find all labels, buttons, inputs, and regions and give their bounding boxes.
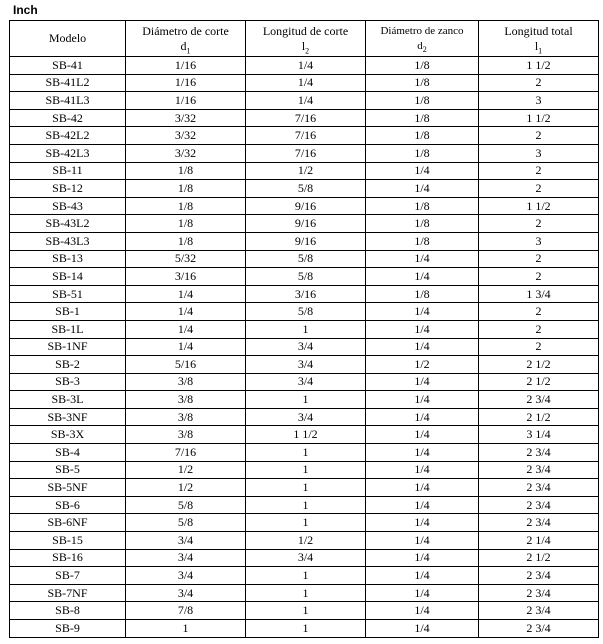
cell-cutting-diameter: 3/8: [126, 373, 246, 391]
header-symbol: $d_1$: [180, 38, 191, 55]
cell-cutting-length: 1: [246, 320, 366, 338]
cell-total-length: 2 3/4: [479, 461, 599, 479]
cell-cutting-length: 1: [246, 602, 366, 620]
cell-shank-diameter: 1/4: [366, 549, 479, 567]
cell-cutting-length: 3/4: [246, 549, 366, 567]
cell-total-length: 2: [479, 320, 599, 338]
cell-modelo: SB-41L3: [10, 92, 126, 110]
cell-shank-diameter: 1/4: [366, 250, 479, 268]
cell-cutting-diameter: 1/16: [126, 57, 246, 75]
cell-total-length: 2 1/4: [479, 532, 599, 550]
cell-shank-diameter: 1/4: [366, 514, 479, 532]
cell-cutting-diameter: 1/2: [126, 461, 246, 479]
table-row: [10, 356, 599, 374]
cell-total-length: 2: [479, 180, 599, 198]
cell-cutting-diameter: 3/4: [126, 549, 246, 567]
header-title: Longitud de corte: [262, 23, 349, 38]
header-symbol: $l_2$: [301, 38, 310, 55]
cell-modelo: SB-43L3: [10, 232, 126, 250]
header-symbol: $l_1$: [534, 38, 543, 55]
cell-cutting-length: 1: [246, 620, 366, 638]
cell-shank-diameter: 1/4: [366, 338, 479, 356]
header-title: Modelo: [48, 31, 87, 45]
cell-shank-diameter: 1/8: [366, 232, 479, 250]
cell-total-length: 2: [479, 250, 599, 268]
cell-cutting-diameter: 7/16: [126, 444, 246, 462]
cell-modelo: SB-43L2: [10, 215, 126, 233]
cell-shank-diameter: 1/8: [366, 127, 479, 145]
cell-cutting-length: 1: [246, 479, 366, 497]
cell-modelo: SB-5NF: [10, 479, 126, 497]
header-modelo: [10, 21, 126, 57]
cell-shank-diameter: 1/8: [366, 57, 479, 75]
cell-modelo: SB-41: [10, 57, 126, 75]
cell-cutting-length: 5/8: [246, 268, 366, 286]
cell-cutting-length: 1: [246, 444, 366, 462]
table-header-row: [10, 21, 599, 57]
cell-modelo: SB-14: [10, 268, 126, 286]
cell-total-length: 3: [479, 232, 599, 250]
table-row: [10, 303, 599, 321]
cell-shank-diameter: 1/8: [366, 109, 479, 127]
table-row: [10, 408, 599, 426]
cell-cutting-length: 1: [246, 496, 366, 514]
cell-cutting-diameter: 1/16: [126, 92, 246, 110]
cell-total-length: 2: [479, 162, 599, 180]
cell-cutting-length: 9/16: [246, 197, 366, 215]
table-row: [10, 532, 599, 550]
cell-shank-diameter: 1/4: [366, 461, 479, 479]
cell-cutting-diameter: 1/4: [126, 338, 246, 356]
cell-cutting-diameter: 1/4: [126, 303, 246, 321]
cell-cutting-length: 7/16: [246, 144, 366, 162]
cell-total-length: 1 1/2: [479, 109, 599, 127]
cell-total-length: 3: [479, 92, 599, 110]
table-row: [10, 496, 599, 514]
cell-cutting-diameter: 5/8: [126, 496, 246, 514]
table-row: [10, 127, 599, 145]
cell-modelo: SB-7NF: [10, 584, 126, 602]
cell-modelo: SB-12: [10, 180, 126, 198]
cell-modelo: SB-1NF: [10, 338, 126, 356]
cell-cutting-diameter: 1: [126, 620, 246, 638]
cell-total-length: 2 3/4: [479, 620, 599, 638]
cell-modelo: SB-13: [10, 250, 126, 268]
cell-cutting-diameter: 5/16: [126, 356, 246, 374]
cell-total-length: 2 3/4: [479, 479, 599, 497]
cell-modelo: SB-51: [10, 285, 126, 303]
cell-cutting-diameter: 1/4: [126, 285, 246, 303]
cell-cutting-diameter: 5/8: [126, 514, 246, 532]
cell-cutting-length: 3/16: [246, 285, 366, 303]
cell-total-length: 1 1/2: [479, 57, 599, 75]
table-row: [10, 144, 599, 162]
cell-total-length: 3 1/4: [479, 426, 599, 444]
cell-shank-diameter: 1/4: [366, 567, 479, 585]
cell-total-length: 2 1/2: [479, 373, 599, 391]
cell-cutting-diameter: 3/4: [126, 584, 246, 602]
cell-cutting-length: 1: [246, 584, 366, 602]
table-row: [10, 285, 599, 303]
cell-cutting-diameter: 7/8: [126, 602, 246, 620]
table-row: [10, 268, 599, 286]
table-row: [10, 444, 599, 462]
cell-shank-diameter: 1/8: [366, 92, 479, 110]
cell-cutting-length: 1/2: [246, 532, 366, 550]
cell-cutting-length: 1/4: [246, 92, 366, 110]
cell-cutting-diameter: 3/32: [126, 144, 246, 162]
cell-shank-diameter: 1/2: [366, 356, 479, 374]
cell-modelo: SB-11: [10, 162, 126, 180]
cell-shank-diameter: 1/4: [366, 479, 479, 497]
table-row: [10, 602, 599, 620]
cell-cutting-length: 9/16: [246, 232, 366, 250]
cell-total-length: 2 3/4: [479, 391, 599, 409]
cell-shank-diameter: 1/8: [366, 144, 479, 162]
cell-shank-diameter: 1/4: [366, 408, 479, 426]
cell-cutting-length: 3/4: [246, 338, 366, 356]
cell-cutting-diameter: 3/32: [126, 127, 246, 145]
cell-shank-diameter: 1/8: [366, 197, 479, 215]
cell-total-length: 2: [479, 127, 599, 145]
cell-modelo: SB-3: [10, 373, 126, 391]
cell-shank-diameter: 1/4: [366, 391, 479, 409]
cell-shank-diameter: 1/4: [366, 180, 479, 198]
cell-shank-diameter: 1/4: [366, 162, 479, 180]
cell-modelo: SB-3NF: [10, 408, 126, 426]
cell-cutting-length: 1: [246, 391, 366, 409]
table-row: [10, 461, 599, 479]
cell-total-length: 2 1/2: [479, 549, 599, 567]
table-row: [10, 584, 599, 602]
table-row: [10, 57, 599, 75]
cell-cutting-diameter: 3/4: [126, 532, 246, 550]
cell-cutting-diameter: 1/2: [126, 479, 246, 497]
table-row: [10, 74, 599, 92]
table-row: [10, 162, 599, 180]
cell-cutting-length: 1: [246, 514, 366, 532]
cell-modelo: SB-42L3: [10, 144, 126, 162]
cell-total-length: 1 1/2: [479, 197, 599, 215]
cell-shank-diameter: 1/4: [366, 602, 479, 620]
table-body: [10, 57, 599, 638]
table-row: [10, 426, 599, 444]
cell-shank-diameter: 1/8: [366, 285, 479, 303]
cell-cutting-diameter: 1/8: [126, 232, 246, 250]
cell-modelo: SB-3X: [10, 426, 126, 444]
header-title: Diámetro de corte: [142, 23, 229, 38]
cell-cutting-diameter: 3/16: [126, 268, 246, 286]
cell-shank-diameter: 1/4: [366, 303, 479, 321]
cell-shank-diameter: 1/4: [366, 584, 479, 602]
cell-cutting-diameter: 5/32: [126, 250, 246, 268]
table-row: [10, 180, 599, 198]
cell-cutting-length: 1/4: [246, 57, 366, 75]
cell-total-length: 2 3/4: [479, 496, 599, 514]
table-row: [10, 197, 599, 215]
cell-modelo: SB-1: [10, 303, 126, 321]
table-row: [10, 549, 599, 567]
cell-shank-diameter: 1/4: [366, 373, 479, 391]
cell-cutting-length: 3/4: [246, 373, 366, 391]
table-row: [10, 391, 599, 409]
cell-modelo: SB-4: [10, 444, 126, 462]
cell-modelo: SB-7: [10, 567, 126, 585]
cell-cutting-diameter: 1/8: [126, 215, 246, 233]
cell-total-length: 2: [479, 268, 599, 286]
cell-total-length: 2 3/4: [479, 584, 599, 602]
cell-total-length: 2 1/2: [479, 408, 599, 426]
cell-cutting-length: 5/8: [246, 303, 366, 321]
table-row: [10, 373, 599, 391]
cell-cutting-length: 1 1/2: [246, 426, 366, 444]
cell-modelo: SB-3L: [10, 391, 126, 409]
cell-modelo: SB-1L: [10, 320, 126, 338]
cell-modelo: SB-6NF: [10, 514, 126, 532]
table-row: [10, 92, 599, 110]
cell-cutting-length: 1/4: [246, 74, 366, 92]
cell-cutting-length: 1: [246, 567, 366, 585]
cell-total-length: 2 1/2: [479, 356, 599, 374]
cell-cutting-length: 9/16: [246, 215, 366, 233]
header-title: Diámetro de zanco: [380, 24, 464, 37]
header-title: Longitud total: [504, 23, 573, 38]
cell-shank-diameter: 1/4: [366, 496, 479, 514]
cell-shank-diameter: 1/4: [366, 532, 479, 550]
header-cutting-length: [246, 21, 366, 57]
cell-cutting-diameter: 3/4: [126, 567, 246, 585]
cell-cutting-diameter: 1/16: [126, 74, 246, 92]
cell-modelo: SB-6: [10, 496, 126, 514]
cell-cutting-length: 7/16: [246, 109, 366, 127]
cell-modelo: SB-43: [10, 197, 126, 215]
table-row: [10, 232, 599, 250]
cell-modelo: SB-41L2: [10, 74, 126, 92]
table-row: [10, 338, 599, 356]
cell-shank-diameter: 1/4: [366, 268, 479, 286]
spec-table: [9, 20, 599, 638]
cell-modelo: SB-42: [10, 109, 126, 127]
header-shank-diameter: [366, 21, 479, 57]
header-total-length: [479, 21, 599, 57]
cell-cutting-length: 7/16: [246, 127, 366, 145]
cell-cutting-length: 5/8: [246, 250, 366, 268]
cell-total-length: 3: [479, 144, 599, 162]
cell-modelo: SB-9: [10, 620, 126, 638]
cell-modelo: SB-8: [10, 602, 126, 620]
table-row: [10, 215, 599, 233]
cell-cutting-length: 3/4: [246, 356, 366, 374]
unit-label: Inch: [13, 3, 38, 17]
cell-shank-diameter: 1/4: [366, 426, 479, 444]
cell-total-length: 2 3/4: [479, 514, 599, 532]
cell-cutting-diameter: 1/4: [126, 320, 246, 338]
cell-shank-diameter: 1/4: [366, 444, 479, 462]
cell-modelo: SB-16: [10, 549, 126, 567]
cell-cutting-length: 1/2: [246, 162, 366, 180]
cell-shank-diameter: 1/4: [366, 320, 479, 338]
cell-modelo: SB-5: [10, 461, 126, 479]
cell-shank-diameter: 1/8: [366, 215, 479, 233]
cell-cutting-diameter: 3/32: [126, 109, 246, 127]
table-row: [10, 479, 599, 497]
cell-cutting-diameter: 3/8: [126, 408, 246, 426]
cell-cutting-diameter: 1/8: [126, 180, 246, 198]
cell-cutting-diameter: 1/8: [126, 162, 246, 180]
table-row: [10, 514, 599, 532]
cell-cutting-diameter: 1/8: [126, 197, 246, 215]
header-symbol: $d_2$: [417, 39, 427, 54]
cell-total-length: 2 3/4: [479, 567, 599, 585]
cell-total-length: 2: [479, 215, 599, 233]
header-cutting-diameter: [126, 21, 246, 57]
cell-cutting-length: 1: [246, 461, 366, 479]
cell-total-length: 2: [479, 303, 599, 321]
cell-cutting-length: 5/8: [246, 180, 366, 198]
cell-modelo: SB-2: [10, 356, 126, 374]
cell-cutting-diameter: 3/8: [126, 426, 246, 444]
cell-total-length: 2 3/4: [479, 602, 599, 620]
cell-total-length: 2: [479, 74, 599, 92]
cell-modelo: SB-15: [10, 532, 126, 550]
cell-shank-diameter: 1/8: [366, 74, 479, 92]
cell-total-length: 2 3/4: [479, 444, 599, 462]
cell-shank-diameter: 1/4: [366, 620, 479, 638]
table-row: [10, 109, 599, 127]
cell-cutting-length: 3/4: [246, 408, 366, 426]
table-row: [10, 567, 599, 585]
cell-modelo: SB-42L2: [10, 127, 126, 145]
cell-cutting-diameter: 3/8: [126, 391, 246, 409]
table-row: [10, 320, 599, 338]
cell-total-length: 2: [479, 338, 599, 356]
table-row: [10, 250, 599, 268]
table-row: [10, 620, 599, 638]
cell-total-length: 1 3/4: [479, 285, 599, 303]
